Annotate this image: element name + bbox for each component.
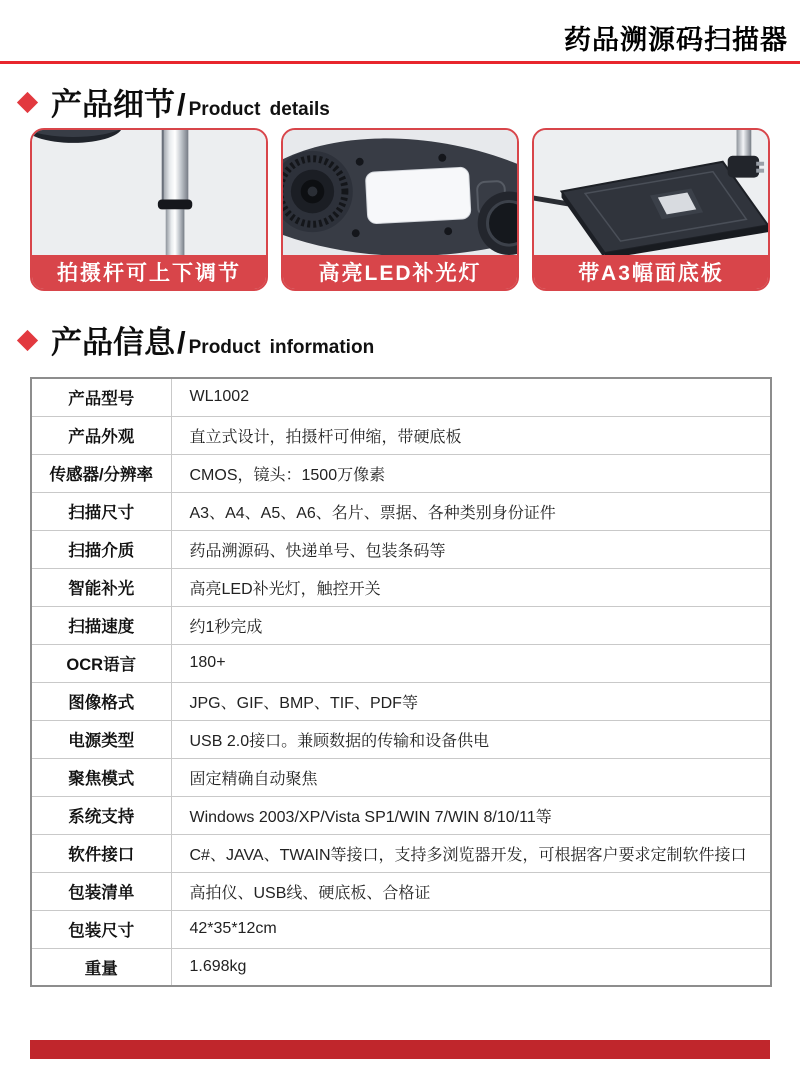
spec-value: JPG、GIF、BMP、TIF、PDF等	[171, 682, 771, 720]
section-header-product-information	[16, 326, 374, 360]
spec-label: 扫描尺寸	[31, 492, 171, 530]
table-row	[31, 948, 771, 986]
spec-value: 180+	[171, 644, 771, 682]
spec-label: 系统支持	[31, 796, 171, 834]
footer-accent-bar	[30, 1040, 770, 1059]
spec-value: 高亮LED补光灯，触控开关	[171, 568, 771, 606]
table-row	[31, 530, 771, 568]
table-row	[31, 720, 771, 758]
section-title-cn: 产品信息	[51, 325, 175, 360]
spec-label: 产品外观	[31, 416, 171, 454]
section-title-slash: /	[177, 87, 186, 122]
spec-label: 聚焦模式	[31, 758, 171, 796]
table-row	[31, 910, 771, 948]
detail-card-pole	[30, 128, 268, 291]
spec-value: 直立式设计，拍摄杆可伸缩，带硬底板	[171, 416, 771, 454]
telescopic-pole-illustration	[32, 130, 266, 255]
table-row	[31, 796, 771, 834]
page-title: 药品溯源码扫描器	[564, 25, 788, 55]
diamond-bullet-icon	[17, 92, 38, 113]
table-row	[31, 416, 771, 454]
spec-value: A3、A4、A5、A6、名片、票据、各种类别身份证件	[171, 492, 771, 530]
spec-value: C#、JAVA、TWAIN等接口，支持多浏览器开发，可根据客户要求定制软件接口	[171, 834, 771, 872]
detail-card-label: 带A3幅面底板	[534, 255, 768, 289]
detail-card-baseplate	[532, 128, 770, 291]
spec-label: 包装清单	[31, 872, 171, 910]
a3-baseplate-illustration	[534, 130, 768, 255]
table-row	[31, 758, 771, 796]
spec-value: 固定精确自动聚焦	[171, 758, 771, 796]
section-header-product-details	[16, 88, 330, 122]
led-light-photo	[283, 130, 517, 255]
spec-value: CMOS，镜头：1500万像素	[171, 454, 771, 492]
spec-value: USB 2.0接口。兼顾数据的传输和设备供电	[171, 720, 771, 758]
spec-value: 药品溯源码、快递单号、包装条码等	[171, 530, 771, 568]
table-row	[31, 872, 771, 910]
a3-baseplate-photo	[534, 130, 768, 255]
spec-value: 42*35*12cm	[171, 910, 771, 948]
spec-value: Windows 2003/XP/Vista SP1/WIN 7/WIN 8/10/11等	[171, 796, 771, 834]
spec-label: 图像格式	[31, 682, 171, 720]
spec-label: 软件接口	[31, 834, 171, 872]
detail-card-label: 拍摄杆可上下调节	[32, 255, 266, 289]
spec-label: 智能补光	[31, 568, 171, 606]
spec-value: 约1秒完成	[171, 606, 771, 644]
table-row	[31, 378, 771, 416]
spec-label: 传感器/分辨率	[31, 454, 171, 492]
telescopic-pole-photo	[32, 130, 266, 255]
spec-label: 扫描介质	[31, 530, 171, 568]
diamond-bullet-icon	[17, 330, 38, 351]
table-row	[31, 492, 771, 530]
section-title-cn: 产品细节	[51, 87, 175, 122]
spec-value: 1.698kg	[171, 948, 771, 986]
header-divider	[0, 61, 800, 64]
section-title-slash: /	[177, 325, 186, 360]
detail-cards-row	[30, 128, 770, 291]
spec-label: 电源类型	[31, 720, 171, 758]
spec-value: 高拍仪、USB线、硬底板、合格证	[171, 872, 771, 910]
detail-card-label: 高亮LED补光灯	[283, 255, 517, 289]
section-title-en: Product information	[188, 337, 375, 359]
table-row	[31, 682, 771, 720]
table-row	[31, 454, 771, 492]
led-light-illustration	[283, 130, 517, 255]
spec-label: 包装尺寸	[31, 910, 171, 948]
table-row	[31, 834, 771, 872]
spec-label: OCR语言	[31, 644, 171, 682]
spec-label: 产品型号	[31, 378, 171, 416]
spec-table	[30, 377, 772, 987]
spec-label: 重量	[31, 948, 171, 986]
spec-value: WL1002	[171, 378, 771, 416]
table-row	[31, 568, 771, 606]
section-title-en: Product details	[188, 99, 330, 121]
table-row	[31, 644, 771, 682]
table-row	[31, 606, 771, 644]
detail-card-led	[281, 128, 519, 291]
spec-label: 扫描速度	[31, 606, 171, 644]
